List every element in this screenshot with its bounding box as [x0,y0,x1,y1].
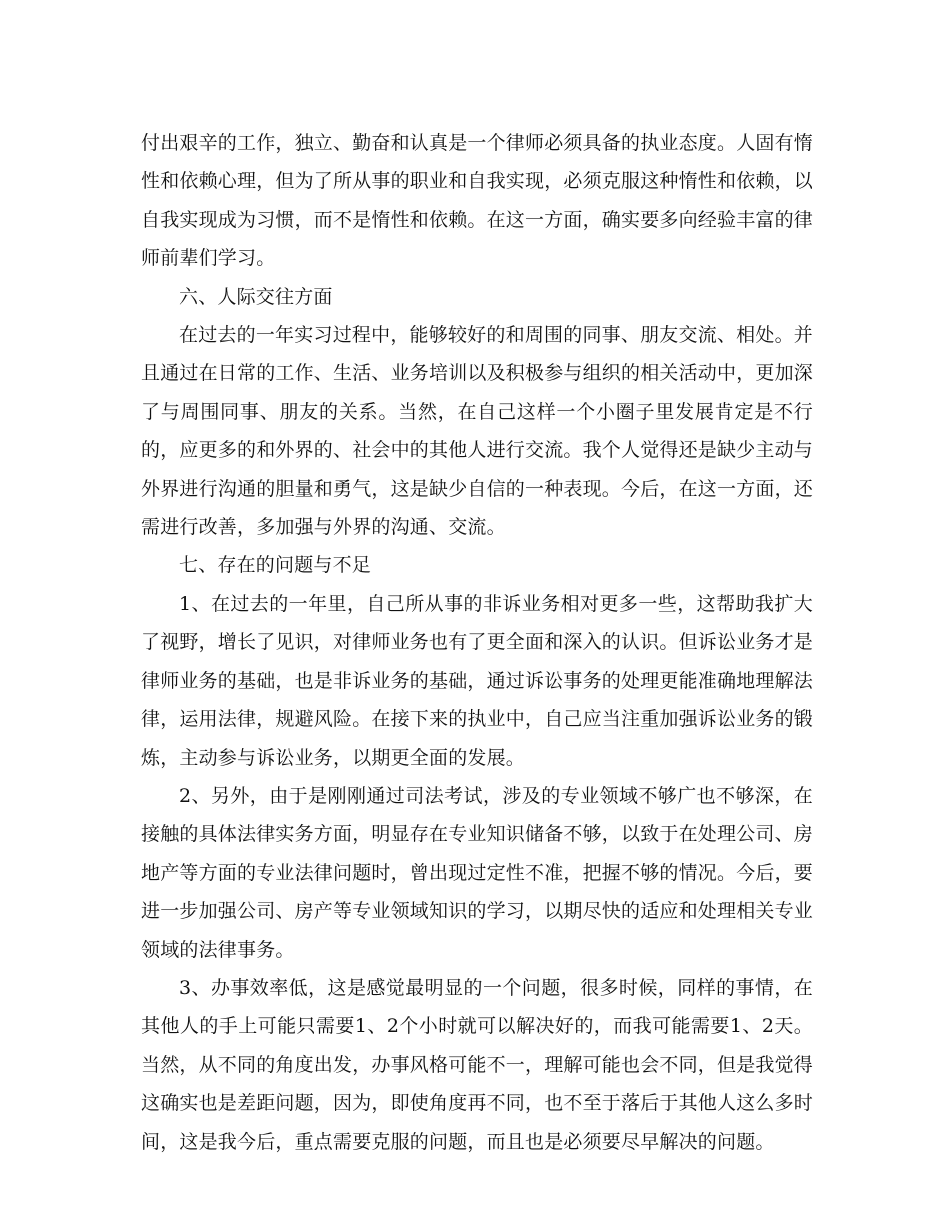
section-heading-problems: 七、存在的问题与不足 [179,554,372,577]
section-heading-interpersonal: 六、人际交往方面 [179,285,333,308]
paragraph-problem-1: 1、在过去的一年里，自己所从事的非诉业务相对更多一些，这帮助我扩大了视野，增长了见识，对律师业务也有了更全面和深入的认识。但诉讼业务才是律师业务的基础，也是非诉业务的基础，通过诉讼事务的处理更能准确地理解法律，运用法律，规避风险。在接下来的执业中，自己应当注重加强诉讼业务的锻炼，主动参与诉讼业务，以期更全面的发展。 [141,592,814,769]
paragraph-problem-2: 2、另外，由于是刚刚通过司法考试，涉及的专业领域不够广也不够深，在接触的具体法律实务方面，明显存在专业知识储备不够，以致于在处理公司、房地产等方面的专业法律问题时，曾出现过定性不准，把握不够的情况。今后，要进一步加强公司、房产等专业领域知识的学习，以期尽快的适应和处理相关专业领域的法律事务。 [141,784,814,961]
paragraph-work-attitude: 付出艰辛的工作，独立、勤奋和认真是一个律师必须具备的执业态度。人固有惰性和依赖心理，但为了所从事的职业和自我实现，必须克服这种惰性和依赖，以自我实现成为习惯，而不是惰性和依赖。在这一方面，确实要多向经验丰富的律师前辈们学习。 [141,132,814,270]
document-body [141,124,813,1161]
paragraph-interpersonal: 在过去的一年实习过程中，能够较好的和周围的同事、朋友交流、相处。并且通过在日常的工作、生活、业务培训以及积极参与组织的相关活动中，更加深了与周围同事、朋友的关系。当然，在自己这样一个小圈子里发展肯定是不行的，应更多的和外界的、社会中的其他人进行交流。我个人觉得还是缺少主动与外界进行沟通的胆量和勇气，这是缺少自信的一种表现。今后，在这一方面，还需进行改善，多加强与外界的沟通、交流。 [141,324,814,539]
paragraph-problem-3: 3、办事效率低，这是感觉最明显的一个问题，很多时候，同样的事情，在其他人的手上可能只需要1、2个小时就可以解决好的，而我可能需要1、2天。当然，从不同的角度出发，办事风格可能不一，理解可能也会不同，但是我觉得这确实也是差距问题，因为，即使角度再不同，也不至于落后于其他人这么多时间，这是我今后，重点需要克服的问题，而且也是必须要尽早解决的问题。 [141,976,814,1153]
